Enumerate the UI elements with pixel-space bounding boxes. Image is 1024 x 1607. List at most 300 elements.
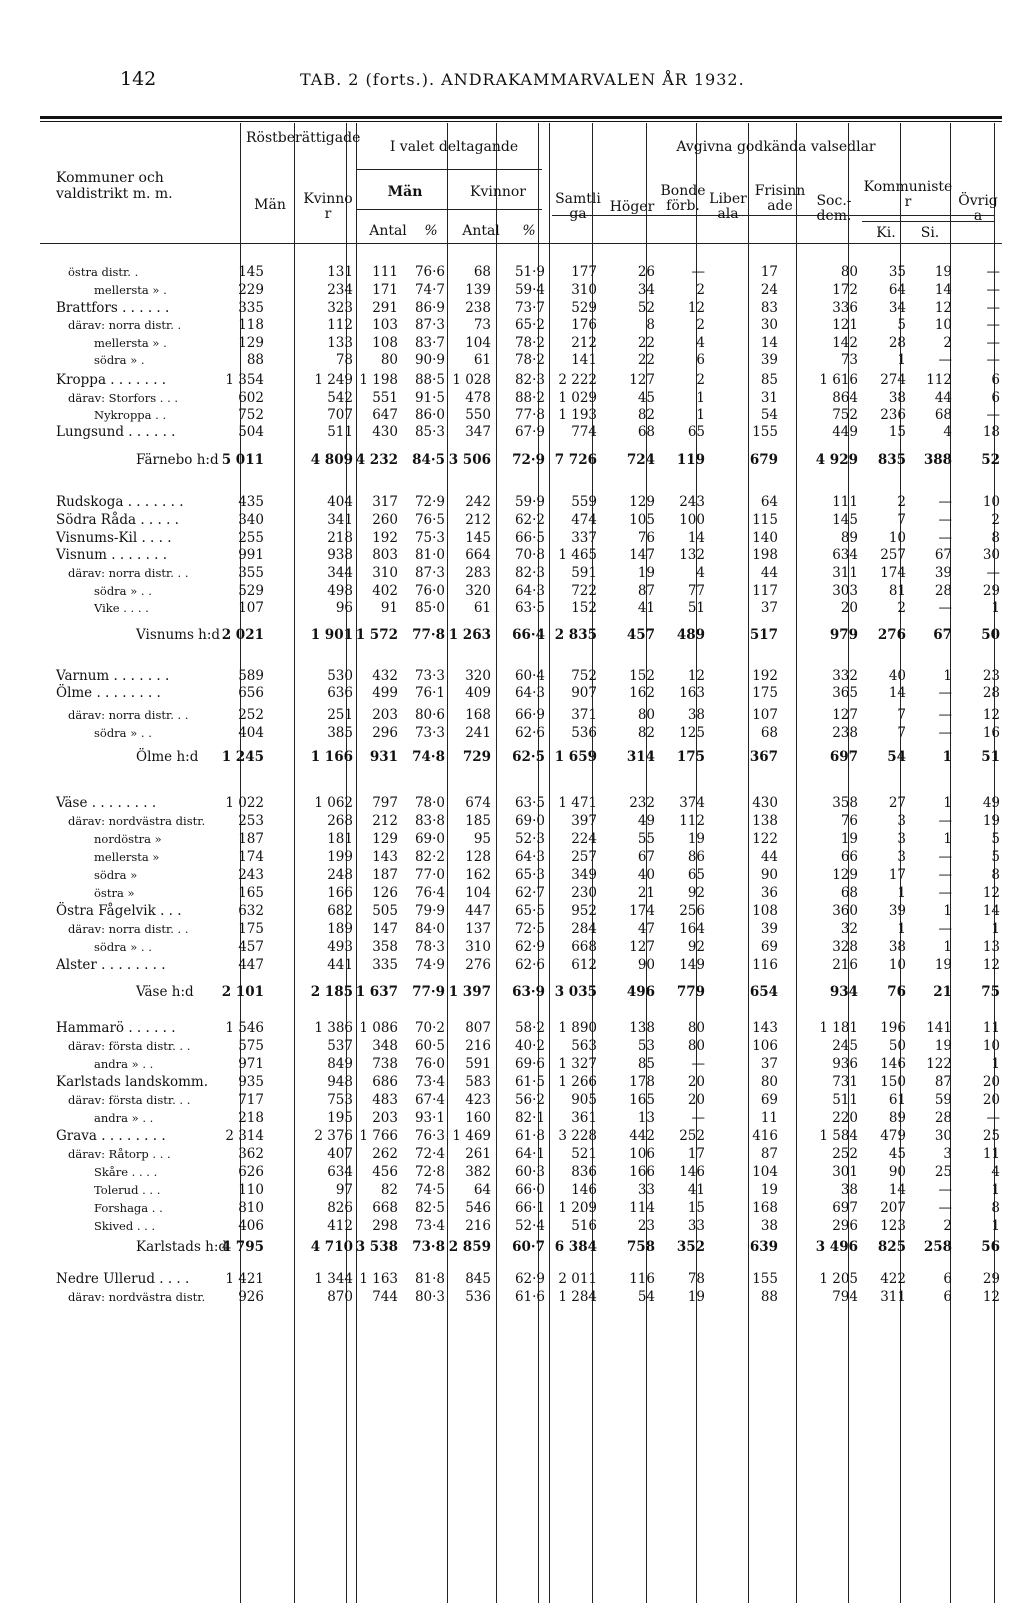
cell-value: 347 xyxy=(465,424,491,440)
cell-value: 82·1 xyxy=(514,1110,545,1126)
cell-value: 76 xyxy=(840,813,858,829)
cell-value: 87 xyxy=(934,1074,952,1090)
cell-value: 679 xyxy=(749,452,778,468)
cell-value: 991 xyxy=(238,547,264,563)
cell-value: 76 xyxy=(887,984,906,1000)
cell-value: 2 222 xyxy=(558,372,597,388)
cell-value: 807 xyxy=(465,1020,491,1036)
cell-value: 367 xyxy=(749,749,778,765)
table-row xyxy=(0,565,1024,583)
cell-value: 61 xyxy=(473,600,491,616)
row-label: Rudskoga . . . . . . . xyxy=(56,494,184,510)
cell-value: — xyxy=(938,600,952,616)
cell-value: 242 xyxy=(465,494,491,510)
cell-value: 40 xyxy=(888,668,906,684)
cell-value: 382 xyxy=(465,1164,491,1180)
table-row xyxy=(0,494,1024,512)
row-label: östra distr. . xyxy=(68,265,139,279)
cell-value: 3 xyxy=(943,1146,952,1162)
cell-value: 654 xyxy=(749,984,778,1000)
cell-value: 75 xyxy=(981,984,1000,1000)
cell-value: 52 xyxy=(637,300,655,316)
cell-value: 76·0 xyxy=(414,583,445,599)
cell-value: 752 xyxy=(571,668,597,684)
table-row xyxy=(0,372,1024,390)
cell-value: 753 xyxy=(327,1092,353,1108)
cell-value: 1 086 xyxy=(359,1020,398,1036)
cell-value: 203 xyxy=(372,707,398,723)
cell-value: 20 xyxy=(840,600,858,616)
header-bondeforb: Bondeförb. xyxy=(660,183,706,214)
cell-value: 397 xyxy=(571,813,597,829)
cell-value: 19 xyxy=(934,1038,952,1054)
cell-value: 175 xyxy=(676,749,705,765)
cell-value: 559 xyxy=(571,494,597,510)
cell-value: 86·0 xyxy=(414,407,445,423)
cell-value: 20 xyxy=(982,1092,1000,1108)
cell-value: 358 xyxy=(372,939,398,955)
cell-value: 146 xyxy=(880,1056,906,1072)
cell-value: 38 xyxy=(687,707,705,723)
cell-value: 117 xyxy=(752,583,778,599)
cell-value: 441 xyxy=(327,957,353,973)
cell-value: 77·8 xyxy=(412,627,445,643)
cell-value: 406 xyxy=(238,1218,264,1234)
cell-value: 310 xyxy=(465,939,491,955)
row-label: Ölme h:d xyxy=(136,749,199,765)
cell-value: 591 xyxy=(571,565,597,581)
cell-value: 422 xyxy=(880,1271,906,1287)
cell-value: 62·9 xyxy=(514,939,545,955)
cell-value: 39 xyxy=(760,921,778,937)
cell-value: 92 xyxy=(687,885,705,901)
cell-value: 64 xyxy=(760,494,778,510)
cell-value: 143 xyxy=(752,1020,778,1036)
cell-value: 1 354 xyxy=(225,372,264,388)
cell-value: 2 xyxy=(696,372,705,388)
cell-value: 150 xyxy=(880,1074,906,1090)
cell-value: 141 xyxy=(571,352,597,368)
cell-value: 15 xyxy=(888,424,906,440)
cell-value: 1 028 xyxy=(452,372,491,388)
cell-value: 62·7 xyxy=(514,885,545,901)
cell-value: 177 xyxy=(571,264,597,280)
row-label: Forshaga . . xyxy=(94,1201,163,1215)
cell-value: 28 xyxy=(982,685,1000,701)
cell-value: 30 xyxy=(760,317,778,333)
cell-value: 10 xyxy=(982,494,1000,510)
cell-value: 310 xyxy=(372,565,398,581)
cell-value: 166 xyxy=(629,1164,655,1180)
page-number: 142 xyxy=(120,68,157,90)
cell-value: 626 xyxy=(238,1164,264,1180)
cell-value: 332 xyxy=(832,668,858,684)
cell-value: 212 xyxy=(465,512,491,528)
cell-value: 59·4 xyxy=(514,282,545,298)
cell-value: 344 xyxy=(327,565,353,581)
cell-value: 67 xyxy=(934,547,952,563)
cell-value: 314 xyxy=(626,749,655,765)
cell-value: 61·5 xyxy=(514,1074,545,1090)
cell-value: — xyxy=(938,707,952,723)
cell-value: 252 xyxy=(832,1146,858,1162)
cell-value: 73·3 xyxy=(414,725,445,741)
cell-value: 926 xyxy=(238,1289,264,1305)
cell-value: 64·3 xyxy=(514,849,545,865)
table-row xyxy=(0,725,1024,743)
cell-value: 1 344 xyxy=(314,1271,353,1287)
cell-value: 409 xyxy=(465,685,491,701)
cell-value: 83 xyxy=(760,300,778,316)
cell-value: 23 xyxy=(982,668,1000,684)
row-label: därav: nordvästra distr. xyxy=(68,814,206,828)
cell-value: 123 xyxy=(880,1218,906,1234)
cell-value: 340 xyxy=(238,512,264,528)
cell-value: 2 101 xyxy=(221,984,264,1000)
cell-value: 30 xyxy=(934,1128,952,1144)
cell-value: 1 xyxy=(943,668,952,684)
row-label: Visnums h:d xyxy=(136,627,221,643)
cell-value: 198 xyxy=(752,547,778,563)
header-antal-man: Antal xyxy=(369,223,407,239)
cell-value: 77·9 xyxy=(412,984,445,1000)
cell-value: 1 901 xyxy=(310,627,353,643)
cell-value: 810 xyxy=(238,1200,264,1216)
cell-value: 2 xyxy=(991,512,1000,528)
cell-value: 21 xyxy=(933,984,952,1000)
table-row xyxy=(0,1289,1024,1307)
cell-value: 3 506 xyxy=(448,452,491,468)
cell-value: 76·4 xyxy=(414,885,445,901)
cell-value: 88·5 xyxy=(414,372,445,388)
cell-value: 129 xyxy=(629,494,655,510)
cell-value: 521 xyxy=(571,1146,597,1162)
cell-value: 60·3 xyxy=(514,1164,545,1180)
cell-value: 50 xyxy=(981,627,1000,643)
cell-value: 44 xyxy=(760,849,778,865)
cell-value: 320 xyxy=(465,668,491,684)
cell-value: 35 xyxy=(888,264,906,280)
cell-value: 258 xyxy=(923,1239,952,1255)
cell-value: 4 xyxy=(696,335,705,351)
table-row xyxy=(0,335,1024,353)
cell-value: 92 xyxy=(687,939,705,955)
cell-value: 17 xyxy=(687,1146,705,1162)
cell-value: 388 xyxy=(923,452,952,468)
cell-value: 602 xyxy=(238,390,264,406)
table-row xyxy=(0,407,1024,425)
cell-value: 15 xyxy=(687,1200,705,1216)
cell-value: 511 xyxy=(327,424,353,440)
cell-value: 1 xyxy=(942,749,952,765)
header-rule xyxy=(356,169,542,170)
cell-value: 738 xyxy=(372,1056,398,1072)
cell-value: 1 xyxy=(943,939,952,955)
cell-value: 105 xyxy=(629,512,655,528)
cell-value: 1 659 xyxy=(554,749,597,765)
table-row xyxy=(0,1020,1024,1038)
cell-value: 203 xyxy=(372,1110,398,1126)
cell-value: 216 xyxy=(465,1218,491,1234)
cell-value: 199 xyxy=(327,849,353,865)
cell-value: 707 xyxy=(327,407,353,423)
cell-value: 301 xyxy=(832,1164,858,1180)
cell-value: 517 xyxy=(749,627,778,643)
cell-value: 19 xyxy=(687,1289,705,1305)
cell-value: 65·2 xyxy=(514,317,545,333)
cell-value: 166 xyxy=(327,885,353,901)
cell-value: 1 xyxy=(696,407,705,423)
cell-value: 174 xyxy=(629,903,655,919)
cell-value: 103 xyxy=(372,317,398,333)
cell-value: 69·6 xyxy=(514,1056,545,1072)
cell-value: 181 xyxy=(327,831,353,847)
table-row xyxy=(0,530,1024,548)
cell-value: 216 xyxy=(465,1038,491,1054)
cell-value: 51·9 xyxy=(514,264,545,280)
cell-value: 22 xyxy=(637,352,655,368)
cell-value: 76·1 xyxy=(414,685,445,701)
table-row xyxy=(0,939,1024,957)
cell-value: 496 xyxy=(626,984,655,1000)
cell-value: 230 xyxy=(571,885,597,901)
cell-value: 19 xyxy=(760,1182,778,1198)
table-row xyxy=(0,685,1024,703)
cell-value: 457 xyxy=(626,627,655,643)
header-kommuner: Kommuner och valdistrikt m. m. xyxy=(56,170,173,202)
cell-value: 100 xyxy=(679,512,705,528)
cell-value: 26 xyxy=(637,264,655,280)
cell-value: 73·3 xyxy=(414,668,445,684)
cell-value: 75·3 xyxy=(414,530,445,546)
cell-value: 238 xyxy=(832,725,858,741)
cell-value: 794 xyxy=(832,1289,858,1305)
cell-value: 187 xyxy=(238,831,264,847)
cell-value: 575 xyxy=(238,1038,264,1054)
cell-value: 138 xyxy=(629,1020,655,1036)
cell-value: 634 xyxy=(327,1164,353,1180)
cell-value: 78·2 xyxy=(514,352,545,368)
cell-value: 29 xyxy=(982,583,1000,599)
header-rost-kvinnor: Kvinnor xyxy=(303,191,353,222)
cell-value: 744 xyxy=(372,1289,398,1305)
cell-value: 78·2 xyxy=(514,335,545,351)
cell-value: 116 xyxy=(629,1271,655,1287)
cell-value: 69·0 xyxy=(414,831,445,847)
cell-value: 163 xyxy=(679,685,705,701)
cell-value: 262 xyxy=(372,1146,398,1162)
cell-value: 69·0 xyxy=(514,813,545,829)
row-label: därav: Storfors . . . xyxy=(68,391,179,405)
cell-value: 76·0 xyxy=(414,1056,445,1072)
cell-value: 407 xyxy=(327,1146,353,1162)
cell-value: 84·5 xyxy=(412,452,445,468)
cell-value: 430 xyxy=(752,795,778,811)
cell-value: 1 266 xyxy=(558,1074,597,1090)
cell-value: 216 xyxy=(832,957,858,973)
cell-value: 374 xyxy=(679,795,705,811)
cell-value: 87 xyxy=(637,583,655,599)
cell-value: 38 xyxy=(888,939,906,955)
table-row xyxy=(0,300,1024,318)
row-label: Varnum . . . . . . . xyxy=(56,668,170,684)
cell-value: 90 xyxy=(760,867,778,883)
cell-value: 583 xyxy=(465,1074,491,1090)
cell-value: 1 193 xyxy=(558,407,597,423)
cell-value: 323 xyxy=(327,300,353,316)
cell-value: 296 xyxy=(832,1218,858,1234)
row-label: Vike . . . . xyxy=(94,601,149,615)
cell-value: 165 xyxy=(629,1092,655,1108)
row-label: Grava . . . . . . . . xyxy=(56,1128,166,1144)
cell-value: 147 xyxy=(372,921,398,937)
header-antal-kvinnor: Antal xyxy=(462,223,500,239)
cell-value: 3 228 xyxy=(558,1128,597,1144)
cell-value: 697 xyxy=(829,749,858,765)
cell-value: 85·3 xyxy=(414,424,445,440)
cell-value: 64·3 xyxy=(514,583,545,599)
cell-value: 82·2 xyxy=(414,849,445,865)
cell-value: 797 xyxy=(372,795,398,811)
cell-value: 12 xyxy=(687,668,705,684)
cell-value: 498 xyxy=(327,583,353,599)
cell-value: 12 xyxy=(687,300,705,316)
cell-value: 36 xyxy=(760,885,778,901)
cell-value: 335 xyxy=(238,300,264,316)
cell-value: 774 xyxy=(571,424,597,440)
cell-value: 1 xyxy=(696,390,705,406)
cell-value: 245 xyxy=(832,1038,858,1054)
cell-value: 65 xyxy=(687,867,705,883)
cell-value: 17 xyxy=(760,264,778,280)
cell-value: 20 xyxy=(982,1074,1000,1090)
row-label: mellersta » . xyxy=(94,283,167,297)
cell-value: 14 xyxy=(888,1182,906,1198)
cell-value: 187 xyxy=(372,867,398,883)
table-row xyxy=(0,1038,1024,1056)
cell-value: 64·1 xyxy=(514,1146,545,1162)
cell-value: 352 xyxy=(676,1239,705,1255)
cell-value: 907 xyxy=(571,685,597,701)
cell-value: 243 xyxy=(238,867,264,883)
cell-value: 634 xyxy=(832,547,858,563)
cell-value: 19 xyxy=(687,831,705,847)
cell-value: 253 xyxy=(238,813,264,829)
cell-value: 49 xyxy=(982,795,1000,811)
row-label: östra » xyxy=(94,886,135,900)
cell-value: 19 xyxy=(637,565,655,581)
cell-value: 1 546 xyxy=(225,1020,264,1036)
cell-value: 88·2 xyxy=(514,390,545,406)
cell-value: 2 xyxy=(897,494,906,510)
cell-value: 291 xyxy=(372,300,398,316)
cell-value: 162 xyxy=(629,685,655,701)
cell-value: 175 xyxy=(238,921,264,937)
cell-value: 11 xyxy=(982,1146,1000,1162)
cell-value: 1 421 xyxy=(225,1271,264,1287)
cell-value: 412 xyxy=(327,1218,353,1234)
cell-value: 54 xyxy=(637,1289,655,1305)
cell-value: 81·0 xyxy=(414,547,445,563)
cell-value: 19 xyxy=(934,957,952,973)
cell-value: 252 xyxy=(238,707,264,723)
cell-value: 65 xyxy=(687,424,705,440)
cell-value: 948 xyxy=(327,1074,353,1090)
cell-value: 189 xyxy=(327,921,353,937)
cell-value: 1 249 xyxy=(314,372,353,388)
cell-value: 849 xyxy=(327,1056,353,1072)
cell-value: 656 xyxy=(238,685,264,701)
cell-value: 311 xyxy=(880,1289,906,1305)
cell-value: 95 xyxy=(473,831,491,847)
cell-value: 1 181 xyxy=(819,1020,858,1036)
cell-value: 207 xyxy=(880,1200,906,1216)
cell-value: — xyxy=(938,494,952,510)
table-row xyxy=(0,1200,1024,1218)
row-label: Karlstads landskomm. xyxy=(56,1074,209,1090)
cell-value: 81·8 xyxy=(414,1271,445,1287)
cell-value: 80 xyxy=(760,1074,778,1090)
cell-value: 19 xyxy=(934,264,952,280)
cell-value: 56 xyxy=(981,1239,1000,1255)
cell-value: 12 xyxy=(982,707,1000,723)
cell-value: 104 xyxy=(752,1164,778,1180)
cell-value: 826 xyxy=(327,1200,353,1216)
cell-value: 62·5 xyxy=(512,749,545,765)
cell-value: 550 xyxy=(465,407,491,423)
cell-value: 38 xyxy=(888,390,906,406)
cell-value: 1 xyxy=(991,1182,1000,1198)
table-row xyxy=(0,547,1024,565)
cell-value: 612 xyxy=(571,957,597,973)
table-total-row xyxy=(0,627,1024,645)
cell-value: 729 xyxy=(462,749,491,765)
cell-value: 61·8 xyxy=(514,1128,545,1144)
cell-value: 551 xyxy=(372,390,398,406)
cell-value: 385 xyxy=(327,725,353,741)
cell-value: 536 xyxy=(465,1289,491,1305)
cell-value: 78·3 xyxy=(414,939,445,955)
cell-value: 23 xyxy=(637,1218,655,1234)
top-rule xyxy=(40,116,1002,119)
cell-value: 59·9 xyxy=(514,494,545,510)
cell-value: 1 205 xyxy=(819,1271,858,1287)
cell-value: 905 xyxy=(571,1092,597,1108)
cell-value: 845 xyxy=(465,1271,491,1287)
cell-value: 79·9 xyxy=(414,903,445,919)
cell-value: 14 xyxy=(934,282,952,298)
cell-value: 39 xyxy=(934,565,952,581)
cell-value: 28 xyxy=(888,335,906,351)
cell-value: 51 xyxy=(687,600,705,616)
cell-value: 360 xyxy=(832,903,858,919)
cell-value: 174 xyxy=(880,565,906,581)
table-row xyxy=(0,903,1024,921)
row-label: Lungsund . . . . . . xyxy=(56,424,176,440)
cell-value: 938 xyxy=(327,547,353,563)
cell-value: 12 xyxy=(934,300,952,316)
table-total-row xyxy=(0,452,1024,470)
cell-value: 212 xyxy=(571,335,597,351)
header-rule xyxy=(40,243,1002,244)
cell-value: 212 xyxy=(372,813,398,829)
cell-value: 73·7 xyxy=(514,300,545,316)
cell-value: 686 xyxy=(372,1074,398,1090)
cell-value: 81 xyxy=(888,583,906,599)
cell-value: 722 xyxy=(571,583,597,599)
cell-value: 234 xyxy=(327,282,353,298)
cell-value: 478 xyxy=(465,390,491,406)
